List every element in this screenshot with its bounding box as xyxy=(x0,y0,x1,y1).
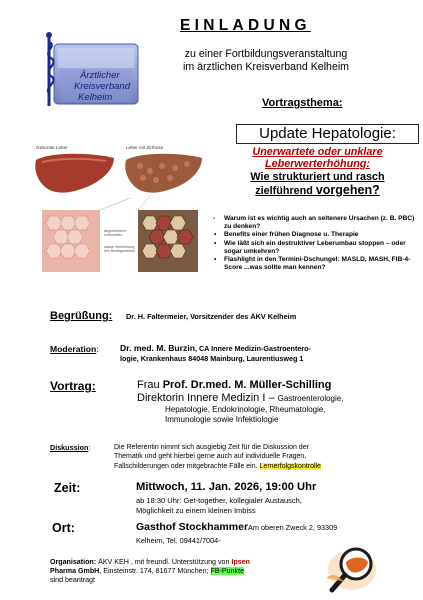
list-item: • Wie läßt sich ein destruktiver Leberumbau stoppen – oder sogar umkehren? xyxy=(211,240,421,256)
subtitle-1-line-1: Unerwartete oder unklare xyxy=(252,146,383,158)
moderation-colon: : xyxy=(96,344,99,354)
page-title: EINLADUNG xyxy=(180,17,311,34)
discussion-line-2: Thematik und geht hierbei gerne auch auf individuelle Fragen, xyxy=(114,453,307,461)
lecture-text xyxy=(137,379,417,425)
logo-line2: Kreisverband xyxy=(74,81,130,92)
greeting-text: Dr. H. Faltermeier, Vorsitzender des ÄKV Kelheim xyxy=(126,312,297,321)
topic-main-title: Update Hepatologie: xyxy=(236,124,419,144)
topic-bullet-list xyxy=(211,215,421,272)
moderation-label xyxy=(50,344,99,354)
place-label: Ort: xyxy=(52,521,75,535)
moderation-line-2: logie, Krankenhaus 84048 Mainburg, Laurentiusweg 1 xyxy=(120,353,304,363)
subtitle-2-line-1: Wie strukturiert und rasch xyxy=(250,171,385,183)
logo-line3: Kelheim xyxy=(78,92,113,103)
event-date-time: Mittwoch, 11. Jan. 2026, 19:00 Uhr xyxy=(136,481,317,493)
learning-check-highlight: Lernerfolgskontrolle xyxy=(259,462,322,470)
organisation-label: Organisation: xyxy=(50,558,97,566)
venue-name: Gasthof Stockhammer xyxy=(136,521,249,533)
discussion-line-1: Die Referentin nimmt sich ausgiebig Zeit für die Diskussion der xyxy=(114,444,309,451)
cme-points-highlight: FB-Punkte xyxy=(210,567,245,576)
subtitle-2-line-2b: vorgehen? xyxy=(315,182,380,197)
sponsor-name-2: Pharma GmbH xyxy=(50,567,100,576)
moderation-text xyxy=(120,344,370,363)
subtitle-2-line-2a: zielführend xyxy=(255,184,316,197)
moderation-line-1-rest: , CA Innere Medizin-Gastroentero- xyxy=(194,344,311,353)
magnifier-liver-icon xyxy=(322,540,382,596)
topic-heading: Vortragsthema: xyxy=(262,97,343,109)
discussion-label xyxy=(50,443,90,452)
list-item: - Warum ist es wichtig auch an seltenere Ursachen (z. B. PBC) zu denken? xyxy=(211,215,421,231)
lecture-label: Vortrag: xyxy=(50,379,96,393)
label-cirrhosis-liver: Leber mit Zirrhose xyxy=(126,145,164,150)
discussion-text xyxy=(114,443,414,471)
time-label: Zeit: xyxy=(54,481,81,495)
topic-subtitle-2 xyxy=(218,171,417,197)
speaker-role-rest-2: Hepatologie, Endokrinologie, Rheumatologie, xyxy=(165,405,326,414)
sponsor-address: , Einsteinstr. 174, 81677 München; xyxy=(99,567,211,576)
organisation-text-1: ÄKV KEH , mit freundl. Unterstützung von xyxy=(96,558,232,566)
discussion-label-text: Diskussion xyxy=(50,443,89,452)
sponsor-name-1: Ipsen xyxy=(231,558,250,566)
invitation-intro xyxy=(152,48,380,74)
discussion-colon: : xyxy=(88,443,91,452)
logo-line1: Ärztlicher xyxy=(80,70,120,81)
venue-address: Am oberen Zweck 2, 93309 xyxy=(248,523,338,532)
lecture-role xyxy=(137,392,417,406)
organisation-line-3: sind beantragt xyxy=(50,576,95,585)
list-item: • Flashlight in den Termini-Dschungel: MASLD, MASH, FIB-4-Score ...was sollte man kennen? xyxy=(211,256,421,272)
discussion-line-3-text: Fallschilderungen oder mitgebrachte Fälle ein. xyxy=(114,462,260,470)
time-details xyxy=(136,496,376,516)
topic-subtitle-1 xyxy=(218,146,417,170)
time-detail-line-2: Möglichkeit zu einem kleinen Imbiss xyxy=(136,505,256,515)
speaker-role-rest-3: Immunologie sowie Infektiologie xyxy=(165,415,279,424)
label-fibrosis-3: starke Vermehrung xyxy=(104,245,135,249)
subtitle-2-line-2 xyxy=(218,184,417,198)
invite-line-1: zu einer Fortbildungsveranstaltung xyxy=(184,48,348,60)
time-detail-line-1: ab 18:30 Uhr: Get-together, kollegialer Austausch, xyxy=(136,496,302,505)
speaker-name: Prof. Dr.med. M. Müller-Schilling xyxy=(162,379,332,391)
subtitle-1-line-2: Leberwerterhöhung: xyxy=(265,158,370,170)
label-fibrosis-2: Leberzellen xyxy=(104,233,123,237)
invite-line-2: im ärztlichen Kreisverband Kelheim xyxy=(182,61,350,73)
label-healthy-liver: Gesunde Leber xyxy=(36,145,68,150)
speaker-prefix: Frau xyxy=(137,379,163,391)
label-fibrosis-1: abgestorbene xyxy=(104,229,126,233)
discussion-line-3 xyxy=(114,462,414,471)
greeting-label: Begrüßung: xyxy=(50,310,113,322)
list-item: • Benefits einer frühen Diagnose u. Therapie xyxy=(211,231,421,239)
organisation-text xyxy=(50,558,320,586)
kreisverband-logo xyxy=(40,30,140,108)
liver-illustration xyxy=(30,138,208,280)
organisation-line-1 xyxy=(50,558,320,567)
moderation-label-text: Moderation xyxy=(50,344,97,354)
venue-city-phone: Kelheim, Tel. 09441/7004- xyxy=(136,536,221,545)
organisation-line-2 xyxy=(50,567,320,576)
speaker-role-main: Direktorin Innere Medizin I – xyxy=(137,391,278,404)
speaker-role-rest-1: Gastroenterologie, xyxy=(277,393,344,403)
label-fibrosis-4: des Bindegewebes xyxy=(104,249,135,253)
moderation-line-1 xyxy=(120,344,370,354)
lecture-speaker xyxy=(137,379,417,392)
moderator-name: Dr. med. M. Burzin xyxy=(120,343,195,353)
